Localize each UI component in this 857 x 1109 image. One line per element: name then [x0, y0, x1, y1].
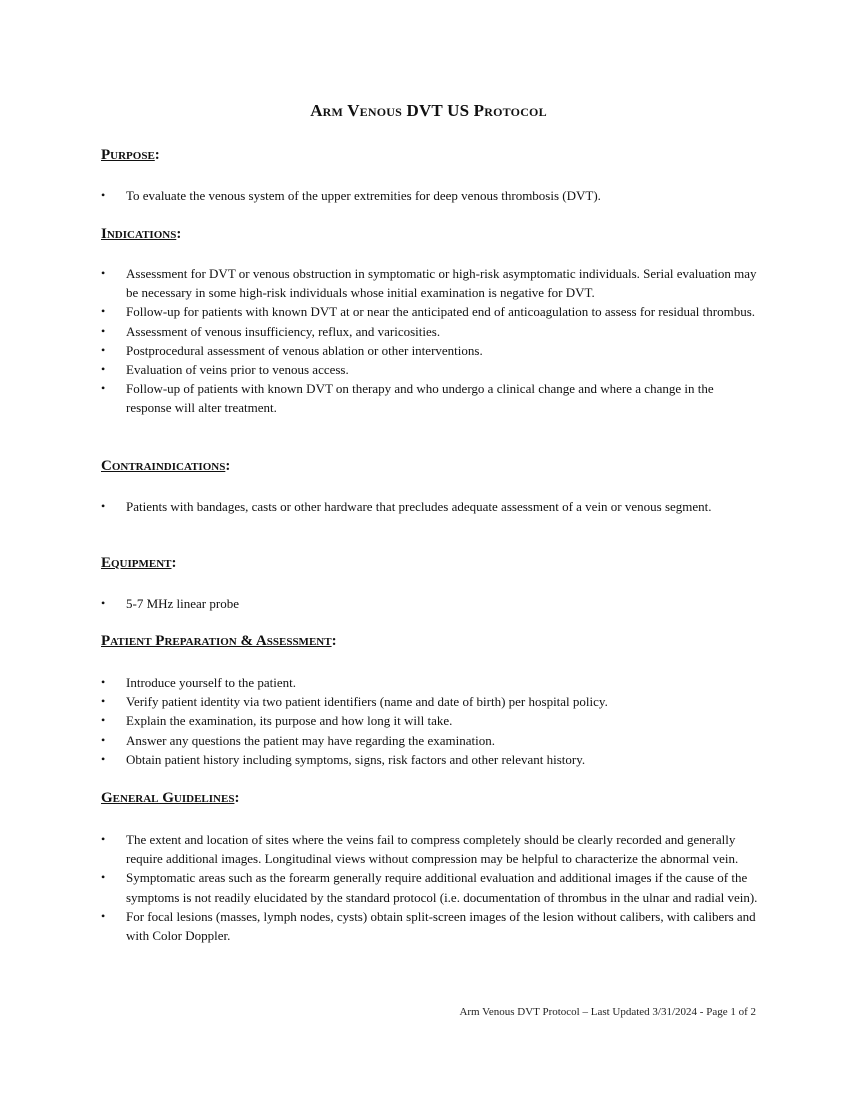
list-item: • Introduce yourself to the patient.: [101, 673, 761, 692]
list-item: • To evaluate the venous system of the upper extremities for deep venous thrombosis (DVT).: [101, 186, 761, 205]
list-item: • Symptomatic areas such as the forearm generally require additional evaluation and additional images if the cause of the symptoms is not readily elucidated by the standard protocol (i.e. documentation of thrombus in the ulnar and radial vein).: [101, 868, 761, 906]
list-item: • Explain the examination, its purpose and how long it will take.: [101, 711, 761, 730]
section-heading-text: General Guidelines: [101, 790, 235, 806]
page-footer: Arm Venous DVT Protocol – Last Updated 3/31/2024 - Page 1 of 2: [459, 1006, 756, 1018]
section-heading-text: Purpose: [101, 147, 155, 163]
section-heading-text: Equipment: [101, 555, 172, 571]
list-item: • Verify patient identity via two patient identifiers (name and date of birth) per hospital policy.: [101, 692, 761, 711]
document-title: Arm Venous DVT US Protocol: [310, 101, 547, 120]
patient-preparation-list: [101, 673, 761, 769]
section-heading-text: Patient Preparation & Assessment: [101, 633, 332, 649]
list-item: • The extent and location of sites where the veins fail to compress completely should be clearly recorded and generally require additional images. Longitudinal views without compression may be helpful to characterize the abnormal vein.: [101, 830, 761, 868]
list-item: • For focal lesions (masses, lymph nodes, cysts) obtain split-screen images of the lesion without calibers, with calibers and with Color Doppler.: [101, 907, 761, 945]
indications-list: [101, 264, 761, 418]
list-item: • Postprocedural assessment of venous ablation or other interventions.: [101, 341, 761, 360]
list-item: • 5-7 MHz linear probe: [101, 594, 761, 613]
list-item: • Answer any questions the patient may have regarding the examination.: [101, 731, 761, 750]
section-heading-text: Contraindications: [101, 458, 226, 474]
list-item: • Assessment of venous insufficiency, reflux, and varicosities.: [101, 322, 761, 341]
section-heading-text: Indications: [101, 226, 177, 242]
list-item: • Follow-up for patients with known DVT at or near the anticipated end of anticoagulation to assess for residual thrombus.: [101, 302, 761, 321]
section-heading-purpose: Purpose:: [101, 147, 160, 163]
section-heading-indications: Indications:: [101, 226, 182, 242]
equipment-list: [101, 594, 761, 613]
list-item: • Evaluation of veins prior to venous access.: [101, 360, 761, 379]
section-heading-general-guidelines: General Guidelines:: [101, 790, 240, 806]
section-heading-contraindications: Contraindications:: [101, 458, 231, 474]
list-item: • Follow-up of patients with known DVT on therapy and who undergo a clinical change and where a change in the response will alter treatment.: [101, 379, 761, 417]
contraindications-list: [101, 497, 761, 516]
list-item: • Assessment for DVT or venous obstruction in symptomatic or high-risk asymptomatic individuals. Serial evaluation may be necessary in some high-risk individuals whose initial examination is negative for DVT.: [101, 264, 761, 302]
section-heading-equipment: Equipment:: [101, 555, 177, 571]
list-item: • Obtain patient history including symptoms, signs, risk factors and other relevant history.: [101, 750, 761, 769]
purpose-list: [101, 186, 761, 205]
section-heading-patient-preparation: Patient Preparation & Assessment:: [101, 633, 337, 649]
general-guidelines-list: [101, 830, 761, 945]
list-item: • Patients with bandages, casts or other hardware that precludes adequate assessment of a vein or venous segment.: [101, 497, 761, 516]
